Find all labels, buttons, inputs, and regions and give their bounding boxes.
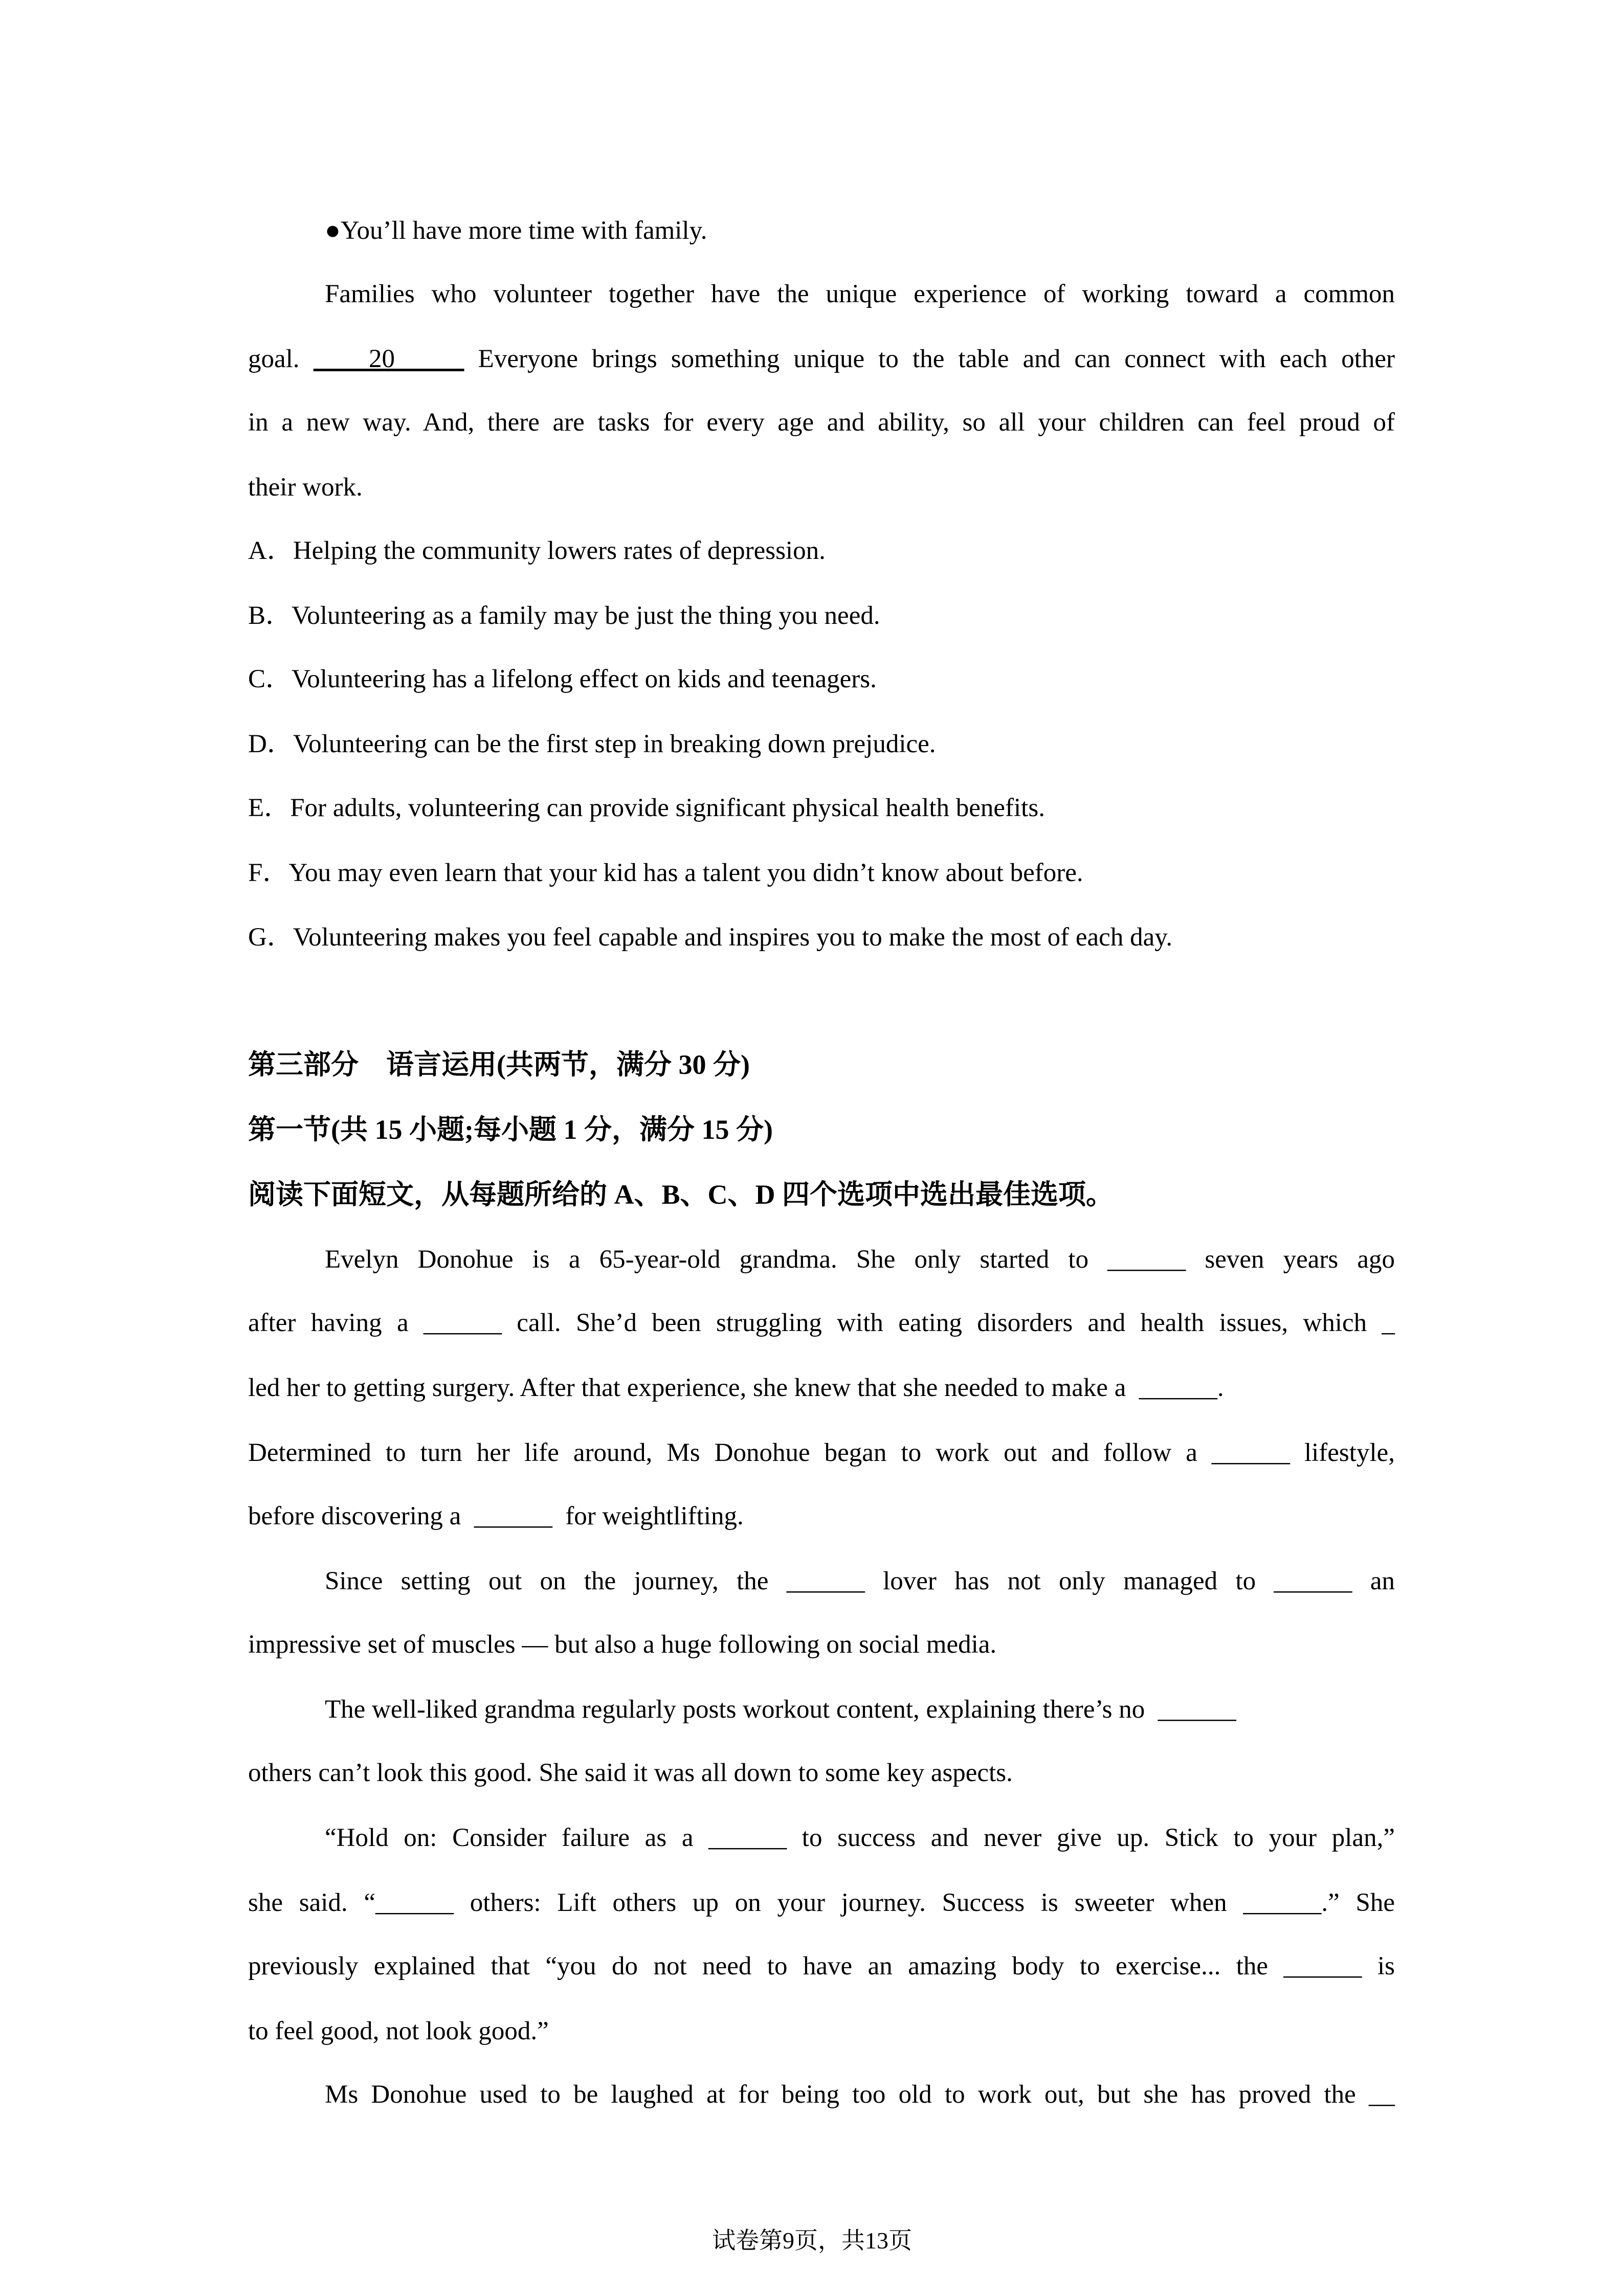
section-heading [248, 1048, 1395, 1081]
answer-option [248, 857, 1395, 889]
text-segment: 阅读下面短文，从每题所给的 A、B、C、D 四个选项中选出最佳选项。 [248, 1179, 1114, 1210]
text-line [325, 1565, 1395, 1597]
text-segment: 第三部分 语言运用(共两节，满分 30 分) [248, 1049, 750, 1080]
text-segment: after having a ______ call. She’d been struggling with eating disorders and health issues, which _ [248, 1309, 1395, 1337]
text-segment: led her to getting surgery. After that experience, she knew that she needed to make a ______. [248, 1374, 1224, 1402]
text-segment: ●You’ll have more time with family. [325, 216, 707, 245]
section-heading [248, 1113, 1395, 1146]
text-segment: “Hold on: Consider failure as a ______ to success and never give up. Stick to your plan,” [325, 1824, 1395, 1852]
text-line [325, 214, 1395, 247]
answer-option [248, 663, 1395, 695]
text-segment: Determined to turn her life around, Ms Donohue began to work out and follow a ______ lifestyle, [248, 1438, 1395, 1467]
text-segment: goal. [248, 345, 314, 373]
text-line [248, 343, 1395, 375]
text-line [248, 406, 1395, 439]
text-line [248, 1950, 1395, 1983]
text-segment: Evelyn Donohue is a 65-year-old grandma. She only started to ______ seven years ago [325, 1245, 1395, 1274]
text-line [248, 1757, 1395, 1789]
text-segment: impressive set of muscles — but also a huge following on social media. [248, 1630, 997, 1659]
text-line [325, 278, 1395, 310]
text-segment: Ms Donohue used to be laughed at for being too old to work out, but she has proved the __ [325, 2080, 1395, 2109]
text-line [325, 1693, 1395, 1726]
text-line [248, 1436, 1395, 1469]
text-line [325, 2078, 1395, 2111]
text-segment: G．Volunteering makes you feel capable and inspires you to make the most of each day. [248, 923, 1173, 952]
text-segment: in a new way. And, there are tasks for every age and ability, so all your children can feel proud of [248, 408, 1395, 437]
text-segment: Since setting out on the journey, the ______ lover has not only managed to ______ an [325, 1567, 1395, 1595]
text-segment: A．Helping the community lowers rates of depression. [248, 536, 826, 565]
text-segment: previously explained that “you do not need to have an amazing body to exercise... the ______ is [248, 1952, 1395, 1980]
text-segment: The well-liked grandma regularly posts workout content, explaining there’s no ______ [325, 1695, 1236, 1724]
text-segment: before discovering a ______ for weightlifting. [248, 1502, 744, 1530]
text-segment: their work. [248, 473, 363, 502]
answer-blank: 20 [313, 345, 464, 373]
text-line [248, 1371, 1395, 1404]
text-segment: she said. “______ others: Lift others up on your journey. Success is sweeter when ______.” She [248, 1888, 1395, 1917]
text-line [325, 1821, 1395, 1854]
answer-option [248, 728, 1395, 760]
text-segment: to feel good, not look good.” [248, 2017, 549, 2045]
text-segment: 第一节(共 15 小题;每小题 1 分，满分 15 分) [248, 1114, 773, 1145]
answer-option [248, 792, 1395, 824]
text-line [248, 2015, 1395, 2047]
text-line [325, 1243, 1395, 1276]
text-segment: Everyone brings something unique to the table and can connect with each other [464, 345, 1395, 373]
text-segment: E．For adults, volunteering can provide significant physical health benefits. [248, 794, 1045, 822]
text-segment: B．Volunteering as a family may be just the thing you need. [248, 601, 880, 630]
text-segment: Families who volunteer together have the unique experience of working toward a common [325, 280, 1395, 308]
text-line [248, 471, 1395, 504]
text-line [248, 1886, 1395, 1919]
text-line [248, 1500, 1395, 1533]
text-segment: D．Volunteering can be the first step in breaking down prejudice. [248, 730, 936, 758]
text-line [248, 1307, 1395, 1339]
section-heading [248, 1178, 1395, 1211]
text-segment: others can’t look this good. She said it was all down to some key aspects. [248, 1759, 1013, 1787]
answer-option [248, 599, 1395, 632]
page-footer: 试卷第9页，共13页 [712, 2227, 912, 2254]
text-segment: C．Volunteering has a lifelong effect on kids and teenagers. [248, 665, 877, 693]
answer-option [248, 921, 1395, 954]
text-segment: F．You may even learn that your kid has a talent you didn’t know about before. [248, 859, 1083, 887]
text-line [248, 1628, 1395, 1661]
answer-option [248, 534, 1395, 567]
